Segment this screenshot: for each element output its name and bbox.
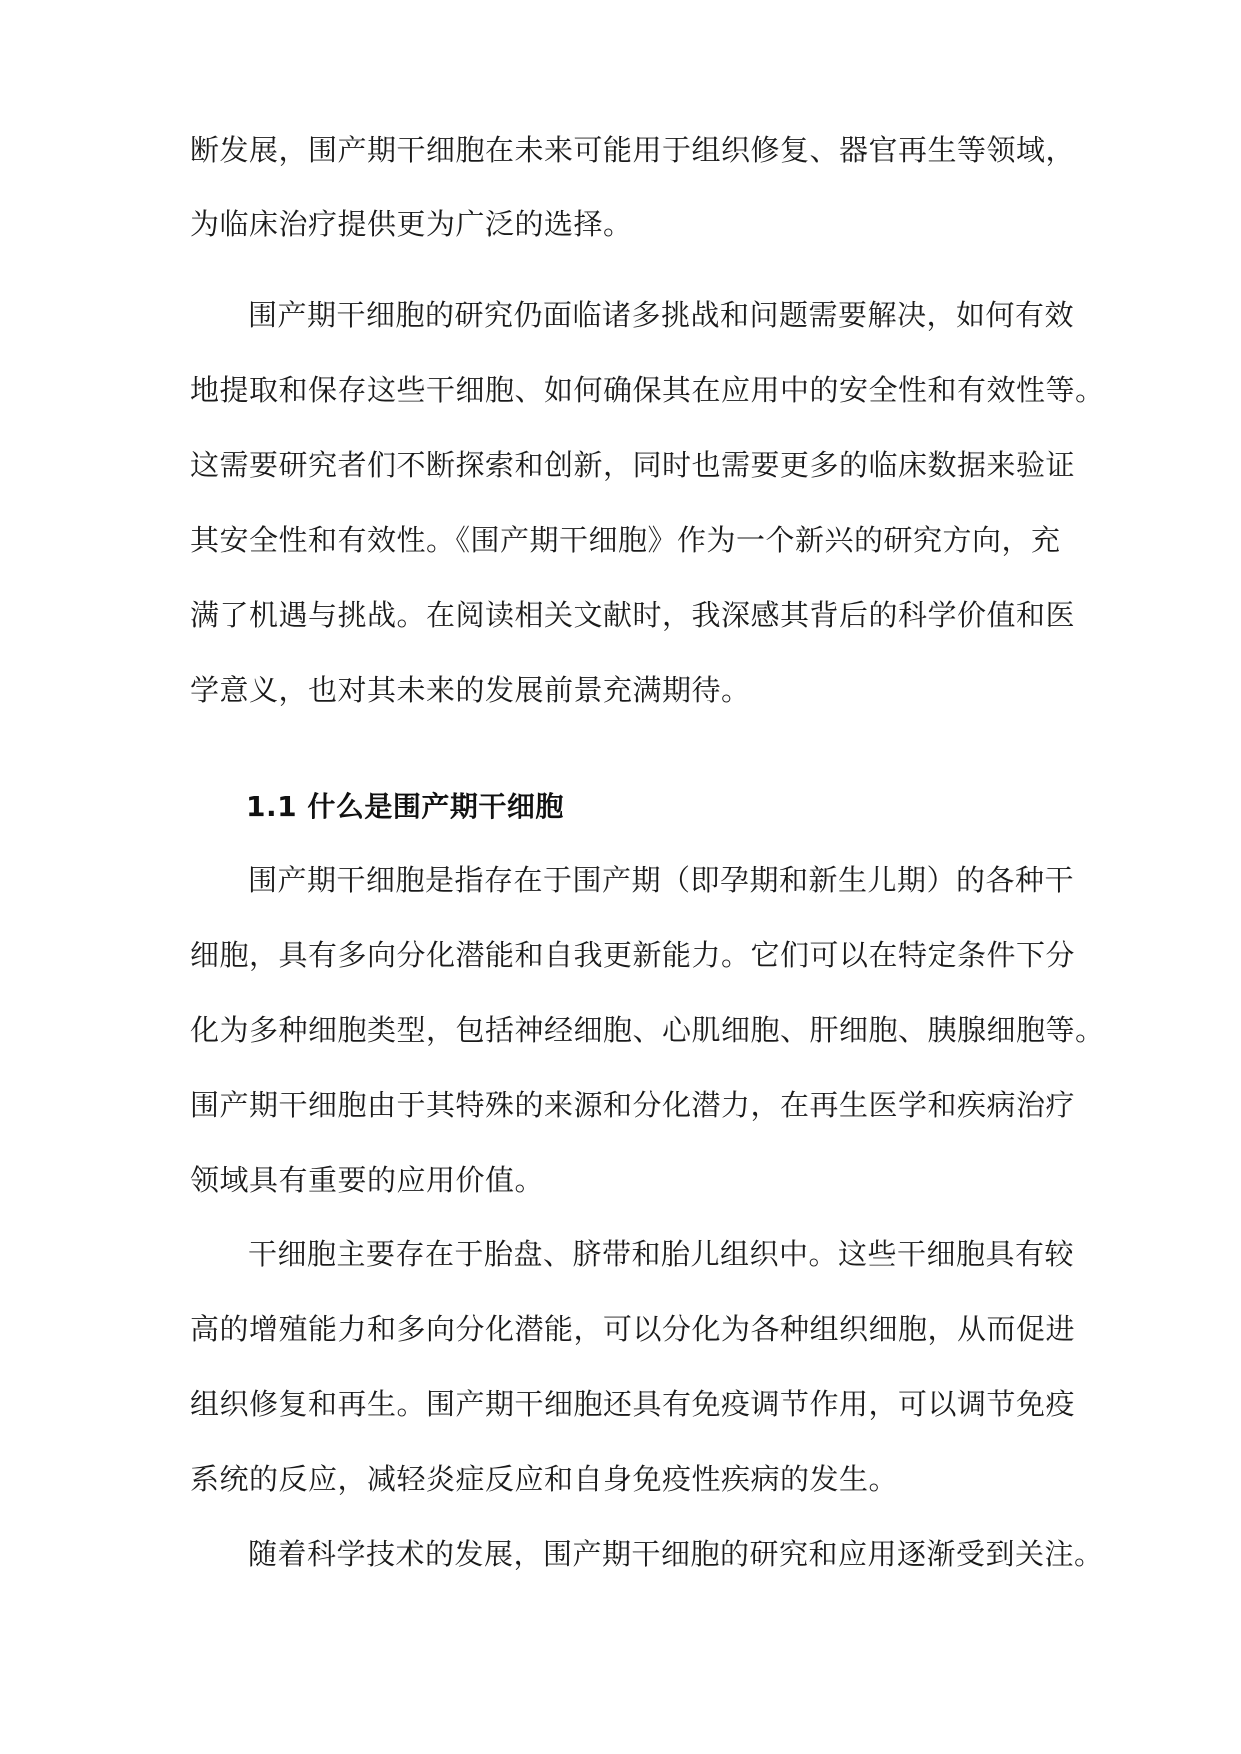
section-heading: 1.1 什么是围产期干细胞	[246, 790, 564, 823]
paragraph-line: 围产期干细胞的研究仍面临诸多挑战和问题需要解决，如何有效	[248, 298, 1075, 332]
paragraph-line: 组织修复和再生。围产期干细胞还具有免疫调节作用，可以调节免疫	[190, 1387, 1076, 1421]
paragraph-line: 围产期干细胞是指存在于围产期（即孕期和新生儿期）的各种干	[248, 863, 1075, 897]
paragraph-line: 随着科学技术的发展，围产期干细胞的研究和应用逐渐受到关注。	[248, 1537, 1104, 1571]
paragraph-line: 断发展，围产期干细胞在未来可能用于组织修复、器官再生等领域，	[190, 133, 1076, 167]
paragraph-line: 地提取和保存这些干细胞、如何确保其在应用中的安全性和有效性等。	[190, 373, 1105, 407]
paragraph-line: 满了机遇与挑战。在阅读相关文献时，我深感其背后的科学价值和医	[190, 598, 1076, 632]
paragraph-line: 为临床治疗提供更为广泛的选择。	[190, 207, 633, 241]
paragraph-line: 这需要研究者们不断探索和创新，同时也需要更多的临床数据来验证	[190, 448, 1076, 482]
paragraph-line: 学意义，也对其未来的发展前景充满期待。	[190, 673, 751, 707]
paragraph-line: 领域具有重要的应用价值。	[190, 1163, 545, 1197]
paragraph-line: 化为多种细胞类型，包括神经细胞、心肌细胞、肝细胞、胰腺细胞等。	[190, 1013, 1105, 1047]
paragraph-line: 其安全性和有效性。《围产期干细胞》作为一个新兴的研究方向，充	[190, 523, 1061, 557]
paragraph-line: 高的增殖能力和多向分化潜能，可以分化为各种组织细胞，从而促进	[190, 1312, 1076, 1346]
paragraph-line: 系统的反应，减轻炎症反应和自身免疫性疾病的发生。	[190, 1462, 899, 1496]
paragraph-line: 围产期干细胞由于其特殊的来源和分化潜力，在再生医学和疾病治疗	[190, 1088, 1076, 1122]
paragraph-line: 干细胞主要存在于胎盘、脐带和胎儿组织中。这些干细胞具有较	[248, 1237, 1075, 1271]
paragraph-line: 细胞，具有多向分化潜能和自我更新能力。它们可以在特定条件下分	[190, 938, 1076, 972]
